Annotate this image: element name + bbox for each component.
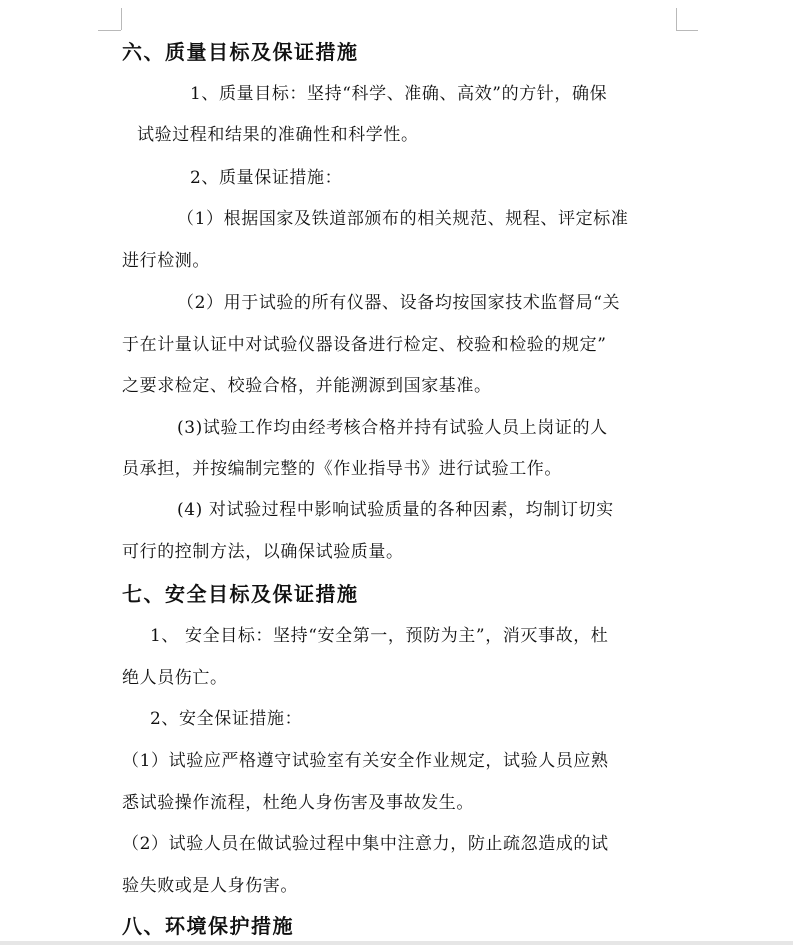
paragraph-line: 于在计量认证中对试验仪器设备进行检定、校验和检验的规定” xyxy=(122,335,607,355)
paragraph-line: 1、质量目标：坚持“科学、准确、高效”的方针，确保 xyxy=(190,84,608,104)
paragraph-line: (4) 对试验过程中影响试验质量的各种因素，均制订切实 xyxy=(177,500,614,520)
paragraph-line: （2）试验人员在做试验过程中集中注意力，防止疏忽造成的试 xyxy=(122,834,609,854)
paragraph-line: 2、安全保证措施： xyxy=(150,709,303,729)
paragraph-line: 验失败或是人身伤害。 xyxy=(122,876,298,896)
paragraph-line: 2、质量保证措施： xyxy=(190,168,343,188)
paragraph-line: 进行检测。 xyxy=(122,251,210,271)
section-heading-6: 六、质量目标及保证措施 xyxy=(122,40,359,64)
paragraph-line: 之要求检定、校验合格，并能溯源到国家基准。 xyxy=(122,376,492,396)
paragraph-line: 1、 安全目标：坚持“安全第一，预防为主”，消灭事故，杜 xyxy=(150,626,609,646)
page-bottom-edge xyxy=(0,941,793,945)
crop-mark-left xyxy=(121,8,122,30)
section-heading-8: 八、环境保护措施 xyxy=(122,914,294,938)
paragraph-line: 可行的控制方法，以确保试验质量。 xyxy=(122,542,404,562)
paragraph-line: （1）试验应严格遵守试验室有关安全作业规定，试验人员应熟 xyxy=(122,751,609,771)
crop-mark-right xyxy=(676,8,677,30)
paragraph-line: 绝人员伤亡。 xyxy=(122,668,228,688)
crop-mark-right-h xyxy=(676,30,698,31)
paragraph-line: 试验过程和结果的准确性和科学性。 xyxy=(137,125,419,145)
paragraph-line: 员承担，并按编制完整的《作业指导书》进行试验工作。 xyxy=(122,459,562,479)
crop-mark-left-h xyxy=(98,30,121,31)
paragraph-line: （2）用于试验的所有仪器、设备均按国家技术监督局“关 xyxy=(177,293,621,313)
paragraph-line: （1）根据国家及铁道部颁布的相关规范、规程、评定标准 xyxy=(177,209,629,229)
section-heading-7: 七、安全目标及保证措施 xyxy=(122,582,359,606)
paragraph-line: (3)试验工作均由经考核合格并持有试验人员上岗证的人 xyxy=(177,418,608,438)
paragraph-line: 悉试验操作流程，杜绝人身伤害及事故发生。 xyxy=(122,793,474,813)
